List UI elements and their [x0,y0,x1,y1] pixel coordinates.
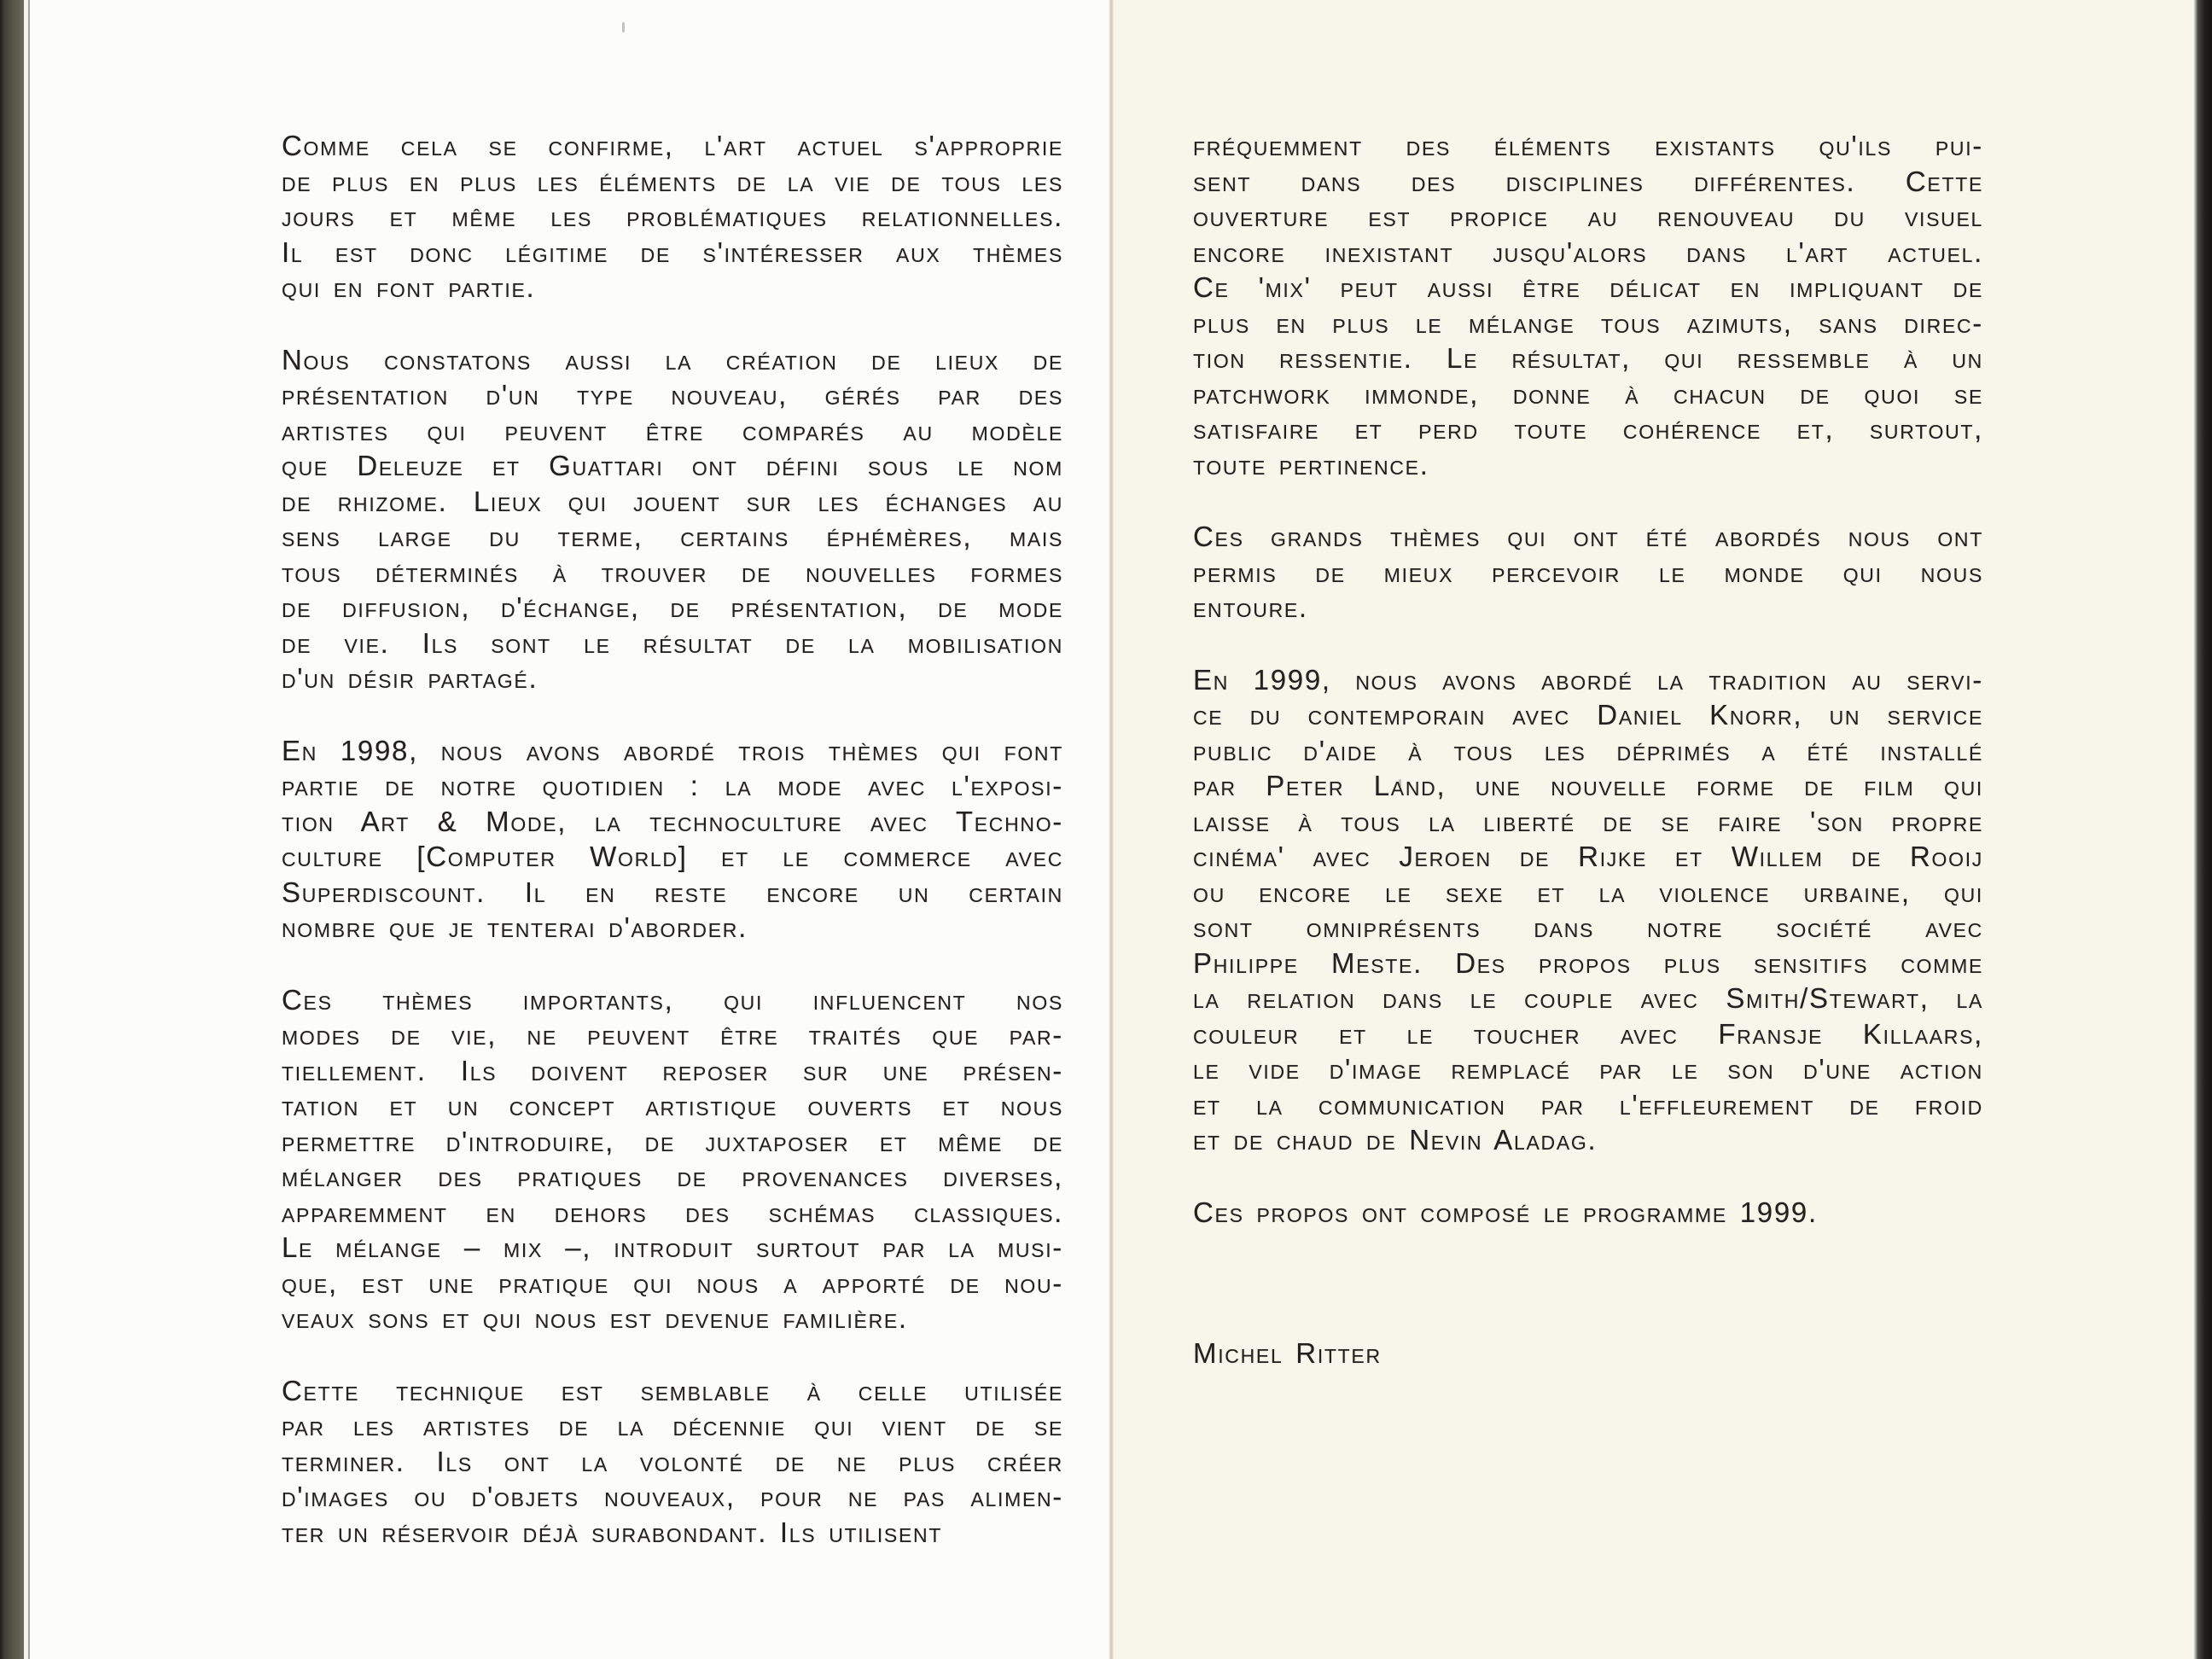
text-line: satisfaire et perd toute cohérence et, surtout, [1193,413,1983,445]
text-line: par Peter Land, une nouvelle forme de film qui [1193,770,1983,801]
text-line: toute pertinence. [1193,448,1429,480]
text-line: ter un réservoir déjà surabondant. Ils utilisent [282,1516,943,1548]
text-line: Ces thèmes importants, qui influencent nos [282,983,1063,1016]
text-line: le vide d'image remplacé par le son d'une action [1193,1053,1983,1085]
text-line: patchwork immonde, donne à chacun de quoi se [1193,377,1983,410]
text-line: sens large du terme, certains éphémères, mais [282,521,1063,552]
text-line: plus en plus le mélange tous azimuts, sans direc- [1193,306,1983,339]
text-line: et la communication par l'effleurement de froid [1193,1088,1983,1121]
text-column-left [282,128,1063,1550]
scanner-edge-shadow [28,0,30,1659]
text-line: tation et un concept artistique ouverts et nous [282,1090,1063,1121]
text-line: couleur et le toucher avec Fransje Killaars, [1193,1017,1983,1050]
gutter-fold [1109,0,1114,1659]
text-line: tiellement. Ils doivent reposer sur une présen- [282,1054,1063,1086]
text-line: Michel Ritter [1193,1337,1382,1369]
text-line: entoure. [1193,591,1308,623]
text-line: culture [Computer World] et le commerce avec [282,841,1063,872]
text-line: modes de vie, ne peuvent être traités que par- [282,1019,1063,1051]
text-line: sont omniprésents dans notre société avec [1193,911,1983,943]
text-line: Ces grands thèmes qui ont été abordés nous ont [1193,521,1983,552]
text-line: Philippe Meste. Des propos plus sensitifs comme [1193,946,1983,979]
scanner-edge-left [0,0,24,1659]
text-line: tion ressentie. Le résultat, qui ressemble à un [1193,342,1983,374]
text-line: En 1998, nous avons abordé trois thèmes qui font [282,734,1063,766]
text-line: la relation dans le couple avec Smith/Stewart, la [1193,982,1983,1014]
text-line: permettre d'introduire, de juxtaposer et même de [282,1125,1063,1157]
text-line: de rhizome. Lieux qui jouent sur les échanges au [282,485,1063,517]
text-line: veaux sons et qui nous est devenue familière. [282,1302,908,1334]
text-line: de vie. Ils sont le résultat de la mobilisation [282,626,1063,659]
text-line: En 1999, nous avons abordé la tradition au servi- [1193,663,1983,696]
text-line: fréquemment des éléments existants qu'ils pui- [1193,130,1983,161]
text-line: Superdiscount. Il en reste encore un certain [282,876,1063,908]
paragraph [282,982,1063,1336]
text-line: par les artistes de la décennie qui vient de se [282,1410,1063,1441]
text-line: Ces propos ont composé le programme 1999. [1193,1196,1818,1228]
text-line: Nous constatons aussi la création de lieux de [282,343,1063,375]
scanner-edge-right [2193,0,2212,1659]
text-line: cinéma' avec Jeroen de Rijke et Willem de Rooij [1193,841,1983,872]
scan-speck [622,22,625,32]
text-line: ouverture est propice au renouveau du visuel [1193,201,1983,232]
paragraph [1193,519,1983,626]
text-line: encore inexistant jusqu'alors dans l'art actuel. [1193,236,1983,268]
text-line: Ce 'mix' peut aussi être délicat en impliquant de [1193,271,1983,303]
text-line: nombre que je tenterai d'aborder. [282,911,748,943]
text-line: terminer. Ils ont la volonté de ne plus créer [282,1445,1063,1477]
text-line: tion Art & Mode, la technoculture avec Techno- [282,805,1063,837]
text-line: partie de notre quotidien : la mode avec l'exposi- [282,770,1063,801]
paragraph [282,342,1063,696]
text-line: qui en font partie. [282,271,536,303]
text-line: Le mélange – mix –, introduit surtout par la musi- [282,1231,1063,1263]
paragraph [1193,128,1983,482]
text-line: de diffusion, d'échange, de présentation, de mode [282,591,1063,623]
author-signature [1193,1336,1983,1371]
text-line: Comme cela se confirme, l'art actuel s'approprie [282,130,1063,161]
text-line: public d'aide à tous les déprimés a été installé [1193,734,1983,766]
text-line: Cette technique est semblable à celle utilisée [282,1374,1063,1406]
text-line: de plus en plus les éléments de la vie de tous les [282,165,1063,197]
text-line: permis de mieux percevoir le monde qui nous [1193,556,1983,588]
text-line: présentation d'un type nouveau, gérés par des [282,379,1063,410]
paragraph [1193,1195,1983,1231]
text-line: apparemment en dehors des schémas classiques. [282,1196,1063,1228]
text-line: et de chaud de Nevin Aladag. [1193,1124,1598,1155]
text-column-right [1193,128,1983,1371]
text-line: ce du contemporain avec Daniel Knorr, un service [1193,699,1983,731]
text-line: laisse à tous la liberté de se faire 'son propre [1193,805,1983,837]
text-line: d'images ou d'objets nouveaux, pour ne pas alimen- [282,1481,1063,1512]
text-line: que Deleuze et Guattari ont défini sous le nom [282,450,1063,481]
paragraph [282,733,1063,946]
text-line: que, est une pratique qui nous a apporté de nou- [282,1266,1063,1299]
text-line: jours et même les problématiques relationnelles. [282,201,1063,232]
paragraph [282,1373,1063,1551]
text-line: tous déterminés à trouver de nouvelles formes [282,556,1063,588]
text-line: sent dans des disciplines différentes. Cette [1193,165,1983,197]
text-line: d'un désir partagé. [282,662,538,694]
text-line: ou encore le sexe et la violence urbaine, qui [1193,876,1983,908]
text-line: artistes qui peuvent être comparés au modèle [282,414,1063,446]
text-line: Il est donc légitime de s'intéresser aux thèmes [282,236,1063,268]
paragraph [282,128,1063,306]
text-line: mélanger des pratiques de provenances diverses, [282,1161,1063,1192]
paragraph [1193,662,1983,1158]
